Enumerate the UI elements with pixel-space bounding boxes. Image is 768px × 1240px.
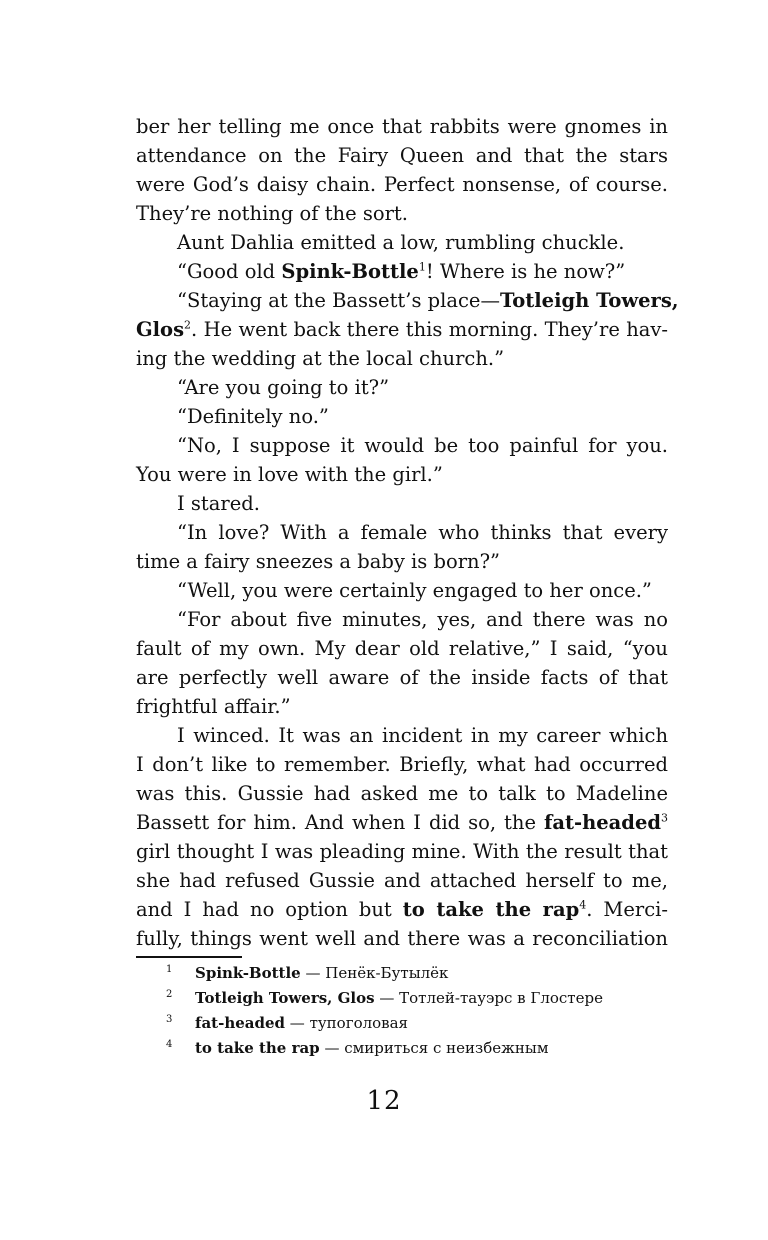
footnote-term: Spink-Bottle (195, 964, 301, 982)
text-line: “Definitely no.” (177, 405, 329, 428)
text-line: time a fairy sneezes a baby is born?” (136, 550, 501, 573)
footnote-translation: Тотлей-тауэрс в Глостере (399, 989, 603, 1007)
text-line: girl thought I was pleading mine. With the result that (136, 840, 668, 863)
body-text (136, 112, 679, 953)
glossary-term: to take the rap (402, 898, 580, 921)
footnote-divider (136, 956, 242, 958)
text-span: . He went back there this morning. They’re hav- (191, 318, 668, 341)
footnote-term: Totleigh Towers, Glos (195, 989, 375, 1007)
footnote-ref[interactable]: 1 (418, 260, 426, 274)
text-line: “Well, you were certainly engaged to her once.” (177, 579, 652, 602)
text-line (136, 286, 679, 315)
footnotes (136, 961, 668, 1061)
text-line: I stared. (177, 492, 260, 515)
footnote-ref[interactable]: 4 (579, 898, 587, 912)
text-line: I don’t like to remember. Briefly, what had occurred (136, 753, 668, 776)
footnote-item (136, 1011, 668, 1036)
text-line: “No, I suppose it would be too painful for you. (177, 434, 668, 457)
text-line: frightful affair.” (136, 695, 291, 718)
text-line (136, 315, 668, 344)
footnote-number: 2 (166, 989, 173, 1000)
text-span: ! Where is he now?” (425, 260, 626, 283)
text-span: . Merci- (586, 898, 668, 921)
footnote-item (136, 1036, 668, 1061)
text-line: They’re nothing of the sort. (136, 202, 408, 225)
text-line: fault of my own. My dear old relative,” I said, “you (136, 637, 668, 660)
text-line: “Are you going to it?” (177, 376, 390, 399)
footnote-ref[interactable]: 2 (184, 318, 192, 332)
footnote-separator: — (285, 1014, 310, 1032)
footnote-translation: Пенёк-Бутылёк (325, 964, 449, 982)
text-line: are perfectly well aware of the inside facts of that (136, 666, 668, 689)
footnote-number: 4 (166, 1039, 173, 1050)
footnote-number: 1 (166, 964, 173, 975)
text-line (136, 895, 668, 924)
footnote-ref[interactable]: 3 (661, 811, 668, 825)
glossary-term: Glos (136, 318, 185, 341)
footnote-term: fat-headed (195, 1014, 286, 1032)
text-line (136, 808, 668, 837)
footnote-separator: — (300, 964, 326, 982)
text-line: were God’s daisy chain. Perfect nonsense, of course. (136, 173, 668, 196)
footnote-translation: смириться с неизбежным (344, 1039, 549, 1057)
text-line: ing the wedding at the local church.” (136, 347, 505, 370)
text-span: and I had no option but (136, 898, 403, 921)
glossary-term: Spink-Bottle (281, 260, 419, 283)
glossary-term: Totleigh Towers, (499, 289, 679, 312)
text-line (136, 257, 668, 286)
text-line: “For about five minutes, yes, and there was no (177, 608, 668, 631)
text-line: attendance on the Fairy Queen and that the stars (136, 144, 668, 167)
footnote-separator: — (319, 1039, 345, 1057)
text-span: Bassett for him. And when I did so, the (136, 811, 544, 834)
glossary-term: fat-headed (543, 811, 661, 834)
footnote-item (136, 986, 668, 1011)
footnote-translation: тупоголовая (309, 1014, 409, 1032)
text-span: “Staying at the Bassett’s place— (177, 289, 500, 312)
text-span: “Good old (177, 260, 282, 283)
text-line: fully, things went well and there was a reconciliation (136, 927, 668, 950)
page-number: 12 (366, 1086, 402, 1116)
text-line: “In love? With a female who thinks that every (177, 521, 668, 544)
text-line: was this. Gussie had asked me to talk to Madeline (136, 782, 668, 805)
text-line: she had refused Gussie and attached herself to me, (136, 869, 668, 892)
text-line: Aunt Dahlia emitted a low, rumbling chuckle. (177, 231, 625, 254)
footnote-number: 3 (166, 1014, 173, 1025)
text-line: ber her telling me once that rabbits were gnomes in (136, 115, 668, 138)
footnote-item (136, 961, 668, 986)
text-line: I winced. It was an incident in my career which (177, 724, 668, 747)
text-line: You were in love with the girl.” (136, 463, 443, 486)
footnote-term: to take the rap (195, 1039, 320, 1057)
footnote-separator: — (374, 989, 400, 1007)
